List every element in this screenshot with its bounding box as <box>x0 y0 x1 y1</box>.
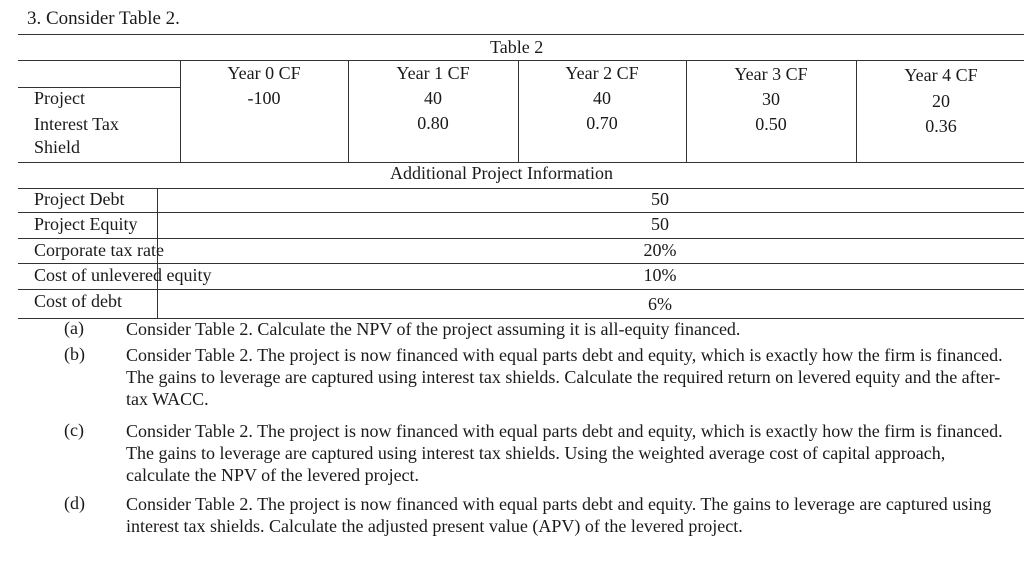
question-a-label: (a) <box>64 318 84 338</box>
col-header-year1: Year 1 CF <box>396 63 470 83</box>
ai-value-project-equity: 50 <box>651 214 669 234</box>
question-c-text: Consider Table 2. The project is now financed with equal parts debt and equity, which is exactly how the firm is financed. The gains to leverage are captured using interest tax shields. Using the weighted average cost of capital approach, calculate the NPV of the levered project. <box>126 421 1003 485</box>
cell-shield-year4: 0.36 <box>925 116 957 136</box>
ai-rule <box>18 263 1024 264</box>
col-header-year3: Year 3 CF <box>734 64 808 84</box>
col-header-year2: Year 2 CF <box>565 63 639 83</box>
question-b-label: (b) <box>64 344 85 364</box>
table2-caption: Table 2 <box>490 37 544 57</box>
col-header-year0: Year 0 CF <box>227 63 301 83</box>
ai-rule <box>18 212 1024 213</box>
ai-label-cost-of-debt: Cost of debt <box>34 291 122 311</box>
ai-rule <box>18 238 1024 239</box>
question-c-label: (c) <box>64 420 84 440</box>
ai-value-cost-of-debt: 6% <box>648 294 672 314</box>
ai-label-unlevered-equity: Cost of unlevered equity <box>34 265 212 285</box>
additional-info-caption: Additional Project Information <box>390 163 613 183</box>
table2-top-rule <box>18 60 1024 61</box>
question-d-label: (d) <box>64 493 85 513</box>
question-a-text: Consider Table 2. Calculate the NPV of the project assuming it is all-equity financed. <box>126 319 741 339</box>
row-label-project: Project <box>34 88 85 108</box>
cell-project-year3: 30 <box>762 89 780 109</box>
ai-value-project-debt: 50 <box>651 189 669 209</box>
question-d-text: Consider Table 2. The project is now financed with equal parts debt and equity. The gains to leverage are captured using interest tax shields. Calculate the adjusted present value (APV) of the levered project. <box>126 494 992 536</box>
cell-shield-year3: 0.50 <box>755 114 787 134</box>
row-label-shield: Shield <box>34 137 81 157</box>
heading-rule <box>18 34 1024 35</box>
question-b-text: Consider Table 2. The project is now financed with equal parts debt and equity, which is exactly how the firm is financed. The gains to leverage are captured using interest tax shields. Calculate the required return on levered equity and the after-tax WACC. <box>126 345 1003 409</box>
ai-rule <box>18 289 1024 290</box>
ai-label-corporate-tax: Corporate tax rate <box>34 240 164 260</box>
ai-value-unlevered-equity: 10% <box>643 265 677 285</box>
ai-rule <box>18 188 1024 189</box>
cell-project-year0: -100 <box>247 88 281 108</box>
question-heading: 3. Consider Table 2. <box>27 8 180 29</box>
cell-project-year4: 20 <box>932 91 950 111</box>
ai-label-project-debt: Project Debt <box>34 189 125 209</box>
cell-shield-year1: 0.80 <box>417 113 449 133</box>
cell-project-year2: 40 <box>593 88 611 108</box>
cell-shield-year2: 0.70 <box>586 113 618 133</box>
row-label-interest-tax: Interest Tax <box>34 114 119 134</box>
cell-project-year1: 40 <box>424 88 442 108</box>
ai-value-corporate-tax: 20% <box>643 240 677 260</box>
col-header-year4: Year 4 CF <box>904 65 978 85</box>
ai-label-project-equity: Project Equity <box>34 214 138 234</box>
